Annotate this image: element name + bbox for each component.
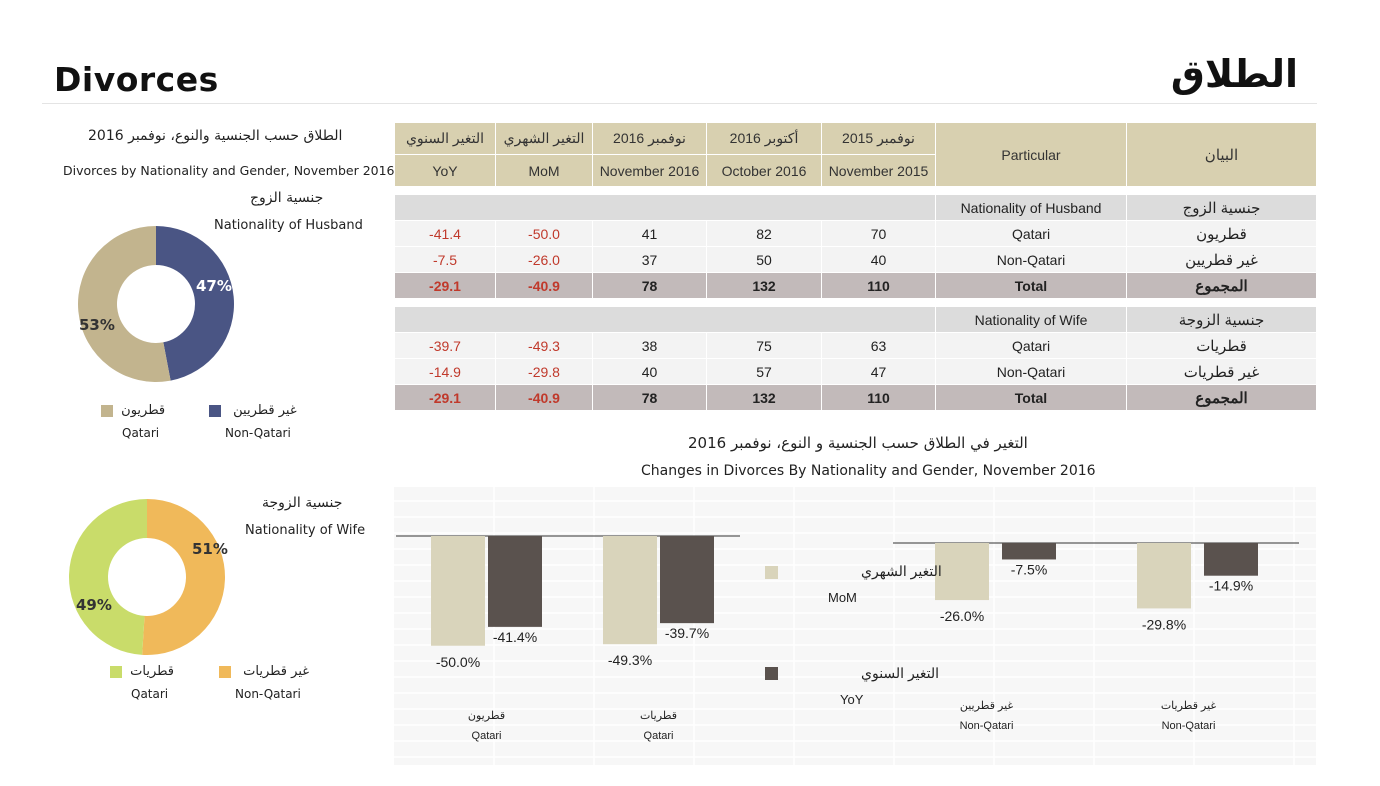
cell-particular-ar: المجموع bbox=[1127, 273, 1317, 299]
cell-nov2015: 63 bbox=[822, 333, 936, 359]
legend-swatch-non-qatari bbox=[219, 666, 231, 678]
category-label: Non-Qatari bbox=[1161, 720, 1216, 732]
legend-label-ar: قطريون bbox=[121, 403, 166, 418]
wife-donut-slice-qatari bbox=[69, 499, 147, 655]
cell-yoy: -14.9 bbox=[395, 359, 496, 385]
cell-oct2016: 57 bbox=[707, 359, 822, 385]
table-section-wife bbox=[395, 307, 1317, 333]
husband-donut-label-non-qatari: 47% bbox=[196, 277, 232, 295]
legend-swatch-qatari bbox=[110, 666, 122, 678]
cell-particular: Total bbox=[936, 273, 1127, 299]
value-label-yoy-qatari-husband: -41.4% bbox=[492, 628, 538, 645]
value-label-yoy-non-qatari-husband: -7.5% bbox=[1010, 561, 1048, 578]
legend-label-ar: غير قطريات bbox=[243, 664, 310, 679]
cell-nov2015: 110 bbox=[822, 273, 936, 299]
legend-label-yoy-ar: التغير السنوي bbox=[861, 665, 940, 681]
cell-nov2015: 40 bbox=[822, 247, 936, 273]
cell-oct2016: 132 bbox=[707, 273, 822, 299]
cell-yoy: -39.7 bbox=[395, 333, 496, 359]
cell-nov2016: 37 bbox=[593, 247, 707, 273]
col-header-mom: MoM bbox=[496, 155, 593, 187]
cell-particular-ar: المجموع bbox=[1127, 385, 1317, 411]
donut-section-title-ar: الطلاق حسب الجنسية والنوع، نوفمبر 2016 bbox=[88, 128, 343, 144]
cell-nov2016: 78 bbox=[593, 385, 707, 411]
section-label-ar: جنسية الزوجة bbox=[1127, 307, 1317, 333]
wife-legend-non-qatari-en: Non-Qatari bbox=[235, 687, 301, 701]
cell-particular: Qatari bbox=[936, 333, 1127, 359]
bar-mom-non-qatari-husband bbox=[935, 543, 989, 600]
bar-yoy-qatari-wife bbox=[660, 536, 714, 623]
cell-nov2016: 41 bbox=[593, 221, 707, 247]
table-row bbox=[395, 247, 1317, 273]
husband-donut-label-qatari: 53% bbox=[79, 316, 115, 334]
wife-donut-chart bbox=[59, 489, 235, 665]
cell-nov2016: 78 bbox=[593, 273, 707, 299]
divorces-table bbox=[394, 122, 1317, 411]
cell-particular: Non-Qatari bbox=[936, 247, 1127, 273]
col-header-mom-ar: التغير الشهري bbox=[496, 123, 593, 155]
col-header-nov2016: November 2016 bbox=[593, 155, 707, 187]
value-label-mom-qatari-husband: -50.0% bbox=[435, 653, 481, 670]
category-label-ar: غير قطريات bbox=[1160, 700, 1217, 712]
table-header-row-ar bbox=[395, 123, 1317, 155]
value-label-yoy-qatari-wife: -39.7% bbox=[664, 625, 710, 642]
table-total-row bbox=[395, 385, 1317, 411]
cell-particular-ar: قطريات bbox=[1127, 333, 1317, 359]
wife-donut-label-qatari: 49% bbox=[76, 596, 112, 614]
wife-legend-non-qatari bbox=[219, 664, 309, 679]
cell-yoy: -7.5 bbox=[395, 247, 496, 273]
bar-chart-title-en: Changes in Divorces By Nationality and Gender, November 2016 bbox=[641, 463, 1096, 479]
category-label: Non-Qatari bbox=[959, 720, 1014, 732]
value-label-mom-non-qatari-husband: -26.0% bbox=[939, 608, 985, 625]
bar-yoy-non-qatari-husband bbox=[1002, 543, 1056, 559]
cell-nov2016: 40 bbox=[593, 359, 707, 385]
col-header-nov2016-ar: نوفمبر 2016 bbox=[593, 123, 707, 155]
legend-swatch-non-qatari bbox=[209, 405, 221, 417]
col-header-particular: Particular bbox=[936, 123, 1127, 187]
table-row bbox=[395, 359, 1317, 385]
cell-particular-ar: غير قطريات bbox=[1127, 359, 1317, 385]
col-header-yoy-ar: التغير السنوي bbox=[395, 123, 496, 155]
cell-yoy: -29.1 bbox=[395, 385, 496, 411]
cell-nov2016: 38 bbox=[593, 333, 707, 359]
wife-donut-title-en: Nationality of Wife bbox=[245, 523, 366, 538]
cell-mom: -40.9 bbox=[496, 273, 593, 299]
cell-particular: Qatari bbox=[936, 221, 1127, 247]
bar-mom-non-qatari-wife bbox=[1137, 543, 1191, 608]
cell-yoy: -41.4 bbox=[395, 221, 496, 247]
cell-nov2015: 70 bbox=[822, 221, 936, 247]
wife-donut-label-non-qatari: 51% bbox=[192, 540, 228, 558]
col-header-particular-ar: البيان bbox=[1127, 123, 1317, 187]
value-label-yoy-non-qatari-wife: -14.9% bbox=[1208, 577, 1254, 594]
donut-section-title-en: Divorces by Nationality and Gender, November 2016 bbox=[63, 163, 395, 178]
cell-mom: -50.0 bbox=[496, 221, 593, 247]
cell-mom: -29.8 bbox=[496, 359, 593, 385]
cell-particular-ar: قطريون bbox=[1127, 221, 1317, 247]
husband-donut-slice-non-qatari bbox=[156, 226, 234, 381]
page-title-ar: الطلاق bbox=[1170, 52, 1298, 96]
changes-bar-chart bbox=[394, 487, 1316, 765]
cell-yoy: -29.1 bbox=[395, 273, 496, 299]
page-title-en: Divorces bbox=[54, 60, 219, 99]
cell-oct2016: 50 bbox=[707, 247, 822, 273]
cell-nov2015: 47 bbox=[822, 359, 936, 385]
cell-nov2015: 110 bbox=[822, 385, 936, 411]
col-header-oct2016: October 2016 bbox=[707, 155, 822, 187]
cell-oct2016: 132 bbox=[707, 385, 822, 411]
table-row bbox=[395, 333, 1317, 359]
legend-label-ar: غير قطريين bbox=[233, 403, 297, 418]
value-label-mom-qatari-wife: -49.3% bbox=[607, 652, 653, 669]
col-header-oct2016-ar: أكتوبر 2016 bbox=[707, 123, 822, 155]
category-label-ar: غير قطريين bbox=[959, 700, 1014, 712]
bar-yoy-qatari-husband bbox=[488, 536, 542, 627]
wife-donut-title-ar: جنسية الزوجة bbox=[262, 495, 343, 511]
legend-swatch-yoy bbox=[765, 667, 778, 680]
cell-mom: -26.0 bbox=[496, 247, 593, 273]
cell-mom: -40.9 bbox=[496, 385, 593, 411]
bar-mom-qatari-husband bbox=[431, 536, 485, 646]
section-label-en: Nationality of Husband bbox=[936, 195, 1127, 221]
husband-legend-non-qatari-en: Non-Qatari bbox=[225, 426, 291, 440]
husband-donut-title-en: Nationality of Husband bbox=[214, 218, 363, 233]
table-section-husband bbox=[395, 195, 1317, 221]
husband-legend-non-qatari bbox=[209, 403, 297, 418]
legend-label-mom-ar: التغير الشهري bbox=[861, 563, 942, 579]
cell-mom: -49.3 bbox=[496, 333, 593, 359]
bar-mom-qatari-wife bbox=[603, 536, 657, 644]
cell-particular: Total bbox=[936, 385, 1127, 411]
cell-particular-ar: غير قطريين bbox=[1127, 247, 1317, 273]
title-divider bbox=[42, 103, 1317, 104]
section-label-en: Nationality of Wife bbox=[936, 307, 1127, 333]
table-row bbox=[395, 221, 1317, 247]
legend-swatch-qatari bbox=[101, 405, 113, 417]
table-total-row bbox=[395, 273, 1317, 299]
bar-chart-title-ar: التغير في الطلاق حسب الجنسية و النوع، نوفمبر 2016 bbox=[688, 434, 1028, 452]
category-label: Qatari bbox=[643, 730, 674, 742]
legend-label-mom: MoM bbox=[828, 590, 857, 605]
wife-donut-slice-non-qatari bbox=[142, 499, 225, 655]
cell-oct2016: 82 bbox=[707, 221, 822, 247]
col-header-nov2015: November 2015 bbox=[822, 155, 936, 187]
husband-donut-title-ar: جنسية الزوج bbox=[250, 190, 324, 206]
legend-label-yoy: YoY bbox=[840, 692, 864, 707]
col-header-yoy: YoY bbox=[395, 155, 496, 187]
cell-particular: Non-Qatari bbox=[936, 359, 1127, 385]
section-label-ar: جنسية الزوج bbox=[1127, 195, 1317, 221]
legend-swatch-mom bbox=[765, 566, 778, 579]
bar-yoy-non-qatari-wife bbox=[1204, 543, 1258, 576]
wife-legend-qatari-en: Qatari bbox=[131, 687, 169, 701]
category-label: Qatari bbox=[471, 730, 502, 742]
husband-donut-chart bbox=[68, 216, 244, 392]
legend-label-ar: قطريات bbox=[130, 664, 175, 679]
value-label-mom-non-qatari-wife: -29.8% bbox=[1141, 616, 1187, 633]
husband-legend-qatari-en: Qatari bbox=[122, 426, 160, 440]
cell-oct2016: 75 bbox=[707, 333, 822, 359]
wife-legend-qatari bbox=[110, 664, 174, 679]
category-label-ar: قطريون bbox=[467, 710, 506, 722]
husband-legend-qatari bbox=[101, 403, 165, 418]
category-label-ar: قطريات bbox=[639, 710, 678, 722]
col-header-nov2015-ar: نوفمبر 2015 bbox=[822, 123, 936, 155]
